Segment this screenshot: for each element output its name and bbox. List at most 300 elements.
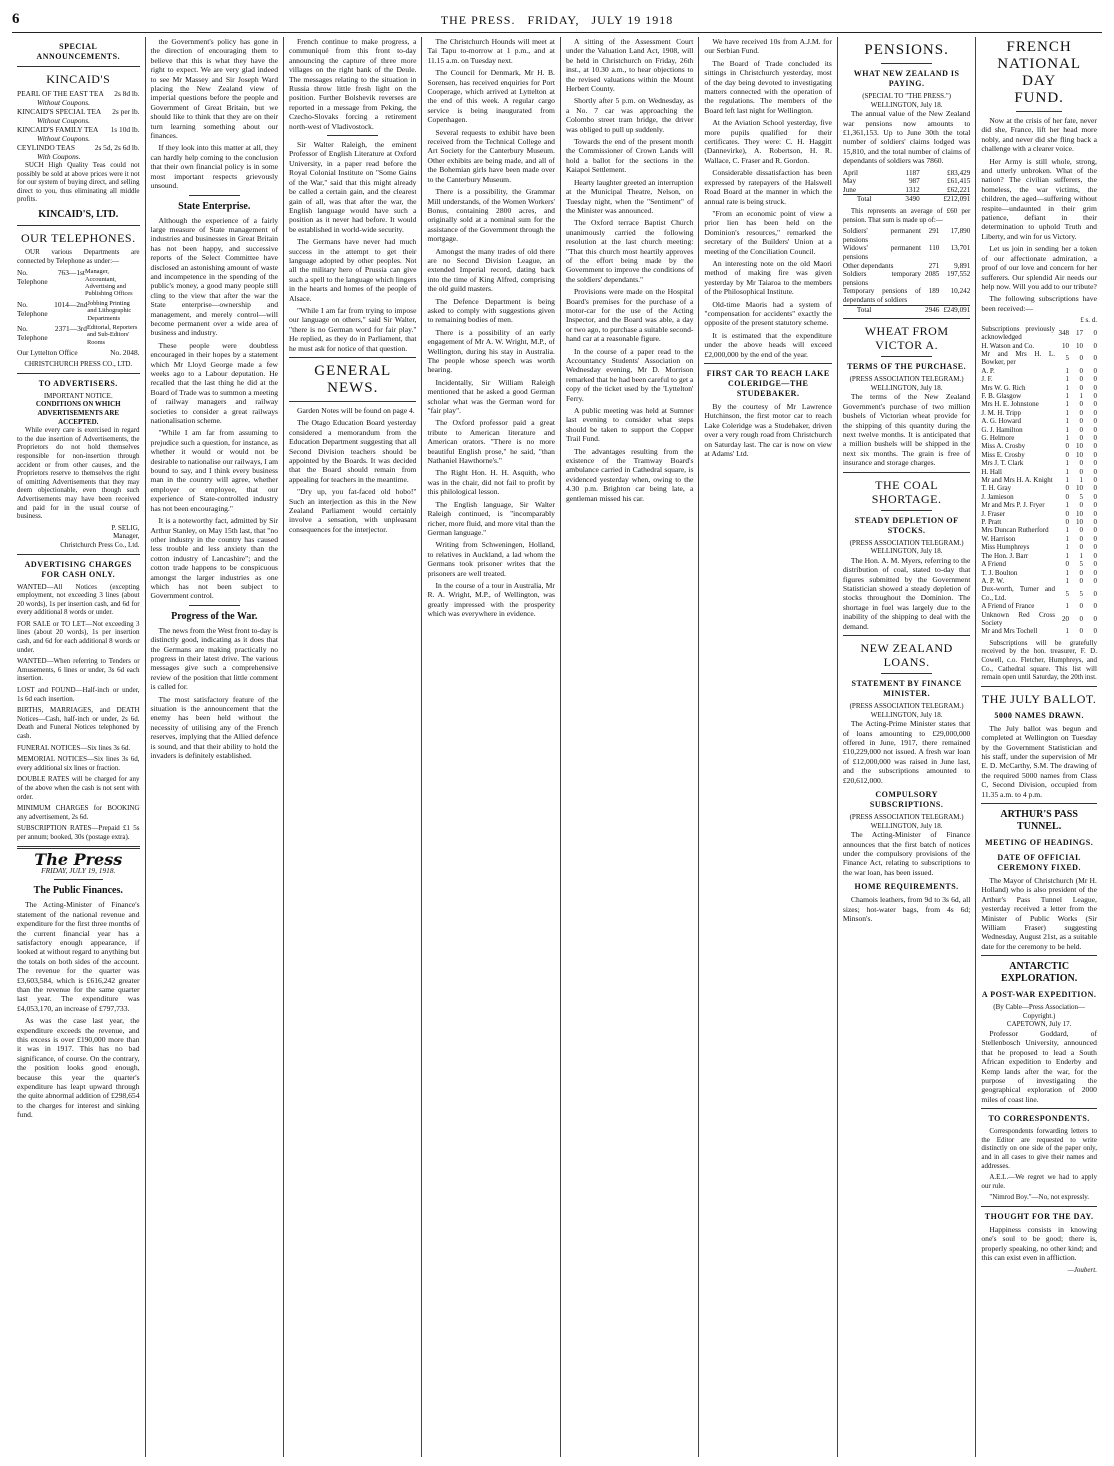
amount-pounds: 1: [1065, 467, 1069, 476]
column-1: [12, 37, 146, 1457]
amount-shillings: 0: [1079, 375, 1083, 384]
telephones-heading: OUR TELEPHONES.: [20, 230, 136, 245]
pensions-heading: PENSIONS.: [864, 42, 949, 58]
amount-pence: 0: [1093, 543, 1097, 552]
subscriber-name: T. H. Gray: [981, 484, 1012, 493]
general-paragraph: Garden Notes will be found on page 4.: [297, 406, 415, 415]
amount-pounds: 5: [1065, 589, 1069, 598]
news-paragraph: The Oxford professor paid a great tribute to American literature and American orators. "There is no more beautiful English prose," he said, "than Nathaniel Hawthorne's.": [427, 418, 555, 466]
subscription-row: [981, 434, 1097, 442]
telephone-department: Manager, Accountant, Advertising and Publishing Offices: [84, 268, 133, 298]
first-car-text: By the courtesy of Mr Lawrence Hutchinson, the first motor car to reach Lake Coleridge was a Studebaker, driven over a very rough road from Christchurch on Saturday last. The car is now on view at Adams' Ltd.: [704, 402, 832, 459]
news-paragraph: In the course of a tour in Australia, Mr R. A. Wright, M.P., of Wellington, was greatly impressed with the prosperity which was everywhere in evidence.: [427, 580, 555, 619]
progress-paragraph: The most satisfactory feature of the situation is the announcement that the enemy has been held without the necessity of utilising any of the French reserves, implying that the Allied defence is sound, and that their ability to hold the invaders is definitely established.: [150, 694, 278, 761]
news-paragraph: The English language, Sir Walter Raleigh continued, is "incomparably richer, more fluid, and more vital than the German language.": [427, 499, 555, 537]
columns: [12, 37, 1102, 1457]
amount-shillings: 0: [1079, 614, 1083, 623]
tunnel-subheading: MEETING OF HEADINGS.: [985, 837, 1094, 847]
tea-name: CEYLINDO TEAS: [17, 143, 75, 152]
news-paragraph: It is estimated that the expenditure under the above heads will exceed £2,000,000 by the end of the year.: [704, 330, 832, 359]
amount-pence: 0: [1093, 526, 1097, 535]
correspondents-note: A.E.L.—We regret we had to apply our rule.: [981, 1173, 1097, 1190]
advertising-rate: MEMORIAL NOTICES—Six lines 3s 6d, every additional six lines or fraction.: [17, 755, 140, 772]
state-paragraph: These people were doubtless encouraged in their hopes by a statement which Mr Lloyd George made a few weeks ago to a Labour deputation. He recalled that the last thing he did at the Board of Trade was to summon a meeting of railway managers and railway societies to consider a great railways nationalisation scheme.: [150, 340, 278, 426]
amount-shillings: 0: [1079, 576, 1083, 585]
wheat-text: The terms of the New Zealand Government's purchase of two million bushels of Victorian wheat provide for the shipping of this quantity during the next twelve months. It is anticipated that a million bushels will be shipped in the next six months. The grain is free of insurance and storage charges.: [842, 392, 971, 468]
news-paragraph: A public meeting was held at Sumner last evening to consider what steps should be taken to support the Copper Trail Fund.: [565, 406, 694, 444]
amount-pounds: 1: [1065, 459, 1069, 468]
amount-pounds: 0: [1065, 442, 1069, 451]
news-paragraph: An interesting note on the old Maori method of making fire was given yesterday by Mr Taiaroa to the members of the Philosophical Institute.: [704, 258, 832, 297]
pension-count: 1312: [905, 185, 920, 194]
amount-pence: 0: [1093, 375, 1097, 384]
subscriber-name: J. Jamieson: [981, 492, 1014, 501]
amount-shillings: 5: [1079, 492, 1083, 501]
amount-pounds: 0: [1065, 509, 1069, 518]
wheat-subheading: TERMS OF THE PURCHASE.: [847, 362, 967, 372]
tea-name: KINCAID'S FAMILY TEA: [17, 125, 99, 134]
subscription-row: [981, 400, 1097, 408]
tea-price-row: [17, 116, 140, 125]
amount-pence: 0: [1093, 417, 1097, 426]
amount-shillings: 17: [1075, 328, 1083, 337]
pension-label: May: [842, 177, 857, 186]
tea-price-row: [17, 143, 140, 152]
loans-press: (PRESS ASSOCIATION TELEGRAM.): [849, 702, 964, 710]
pension-label: Soldiers temporary pensions: [842, 270, 922, 287]
subscription-row: [981, 417, 1097, 425]
pension-count: 110: [928, 244, 940, 253]
amount-shillings: 0: [1079, 383, 1083, 392]
amount-shillings: 0: [1079, 434, 1083, 442]
amount-shillings: 0: [1079, 400, 1083, 409]
correspondents-text: Correspondents forwarding letters to the Editor are requested to write distinctly on one side of the paper only, and in all cases to give their names and addresses.: [981, 1127, 1097, 1170]
pension-label: Soldiers' permanent pensions: [842, 227, 922, 244]
advertising-rate: WANTED—When referring to Tenders or Amusements, 6 lines or under, 3s 6d each insertion.: [17, 657, 140, 683]
amount-pounds: 1: [1065, 434, 1069, 442]
antarctic-heading: ANTARCTIC EXPLORATION.: [1001, 961, 1078, 985]
amount-pence: 0: [1093, 467, 1097, 476]
amount-pounds: 1: [1065, 534, 1069, 543]
subscriber-name: G. J. Hamilton: [981, 425, 1023, 434]
pensions-press: (SPECIAL TO "THE PRESS."): [862, 92, 952, 100]
amount-pounds: 1: [1065, 391, 1069, 400]
pension-count: 3490: [905, 195, 920, 204]
subscription-row: [981, 459, 1097, 467]
amount-shillings: 0: [1079, 408, 1083, 417]
subscriber-name: W. Harrison: [981, 534, 1016, 543]
masthead-date: JULY 19 1918: [591, 13, 674, 27]
pensions-dateline: WELLINGTON, July 18.: [870, 100, 943, 109]
col4-news: [427, 37, 554, 619]
antarctic-press: (By Cable—Press Association—Copyright.): [993, 1003, 1086, 1020]
col5-news: [566, 37, 693, 503]
amount-shillings: 1: [1079, 391, 1083, 400]
subscriptions-table: [981, 325, 1097, 636]
pension-count: 2085: [925, 270, 940, 279]
lyttelton-office: Our Lyttelton Office No. 2048.: [17, 348, 140, 358]
paper-name: THE PRESS.: [440, 13, 516, 27]
amount-shillings: 0: [1079, 417, 1083, 426]
leader-date: FRIDAY, JULY 19, 1918.: [41, 865, 116, 875]
amount-pounds: 1: [1065, 408, 1069, 417]
state-enterprise-heading: State Enterprise.: [178, 200, 251, 212]
fund-paragraph: Let us join in sending her a token of our affectionate admiration, a proof of our love and concern for her sufferers. Our splendid Air needs our help now. Will you add to our tribute?: [981, 244, 1097, 291]
fund-paragraph: Now at the crisis of her fate, never did she, France, lift her head more nobly, and never did she fling back a challenge with a clearer voice.: [981, 116, 1097, 154]
raleigh-paragraph: "While I am far from trying to impose our language on others," said Sir Walter, "there is no German word for fair play." He replied, as they do in Parliament, that he must ask for notice of that question.: [289, 305, 417, 353]
pension-count: 987: [908, 177, 920, 186]
amount-pounds: 1: [1065, 476, 1069, 485]
subscriber-name: F. B. Glasgow: [981, 391, 1022, 400]
amount-shillings: 10: [1075, 484, 1083, 493]
amount-pence: 0: [1093, 434, 1097, 442]
subscriber-name: Subscriptions previously acknowledged: [981, 324, 1055, 342]
amount-pounds: 348: [1058, 328, 1069, 337]
conditions-text: While every care is exercised in regard to the due insertion of Advertisements, the Proprietors do not hold themselves responsible for non-insertion through accident or from other causes, and the Proprietors reserve to themselves the right of omitting Advertisements that they may deem objectionable, even though such Advertisements may have been received and paid for in the usual course of business.: [17, 426, 140, 521]
july-ballot-heading: THE JULY BALLOT.: [981, 691, 1097, 706]
leader-paragraph-2: As was the case last year, the expenditure exceeds the revenue, and this excess is over £190,000 more than it was in 1917. This has no bad significance, of course. On the contrary, the position looks good enough, because this year the quarter's expenditure has leapt upward through the quite abnormal addition of £298,654 to the charges for interest and sinking fund.: [17, 1016, 140, 1120]
amount-pence: 0: [1093, 534, 1097, 543]
news-paragraph: Considerable dissatisfaction has been expressed by ratepayers of the Halswell Road Board at the manner in which the annual rate is being struck.: [704, 168, 832, 206]
pension-row: [843, 195, 970, 204]
news-paragraph: A sitting of the Assessment Court under the Valuation Land Act, 1908, will be held in Christchurch on Friday, 26th inst., at 10.30 a.m., to hear objections to the revised valuations within the Mount Herbert County.: [565, 37, 694, 94]
pension-row: [843, 244, 970, 261]
news-paragraph: There is a possibility, the Grammar Mill understands, of the Women Workers' Bonus, containing 2800 acres, and originally sold at a nominal sum for the assistance of the Government through the mortgage.: [427, 187, 555, 244]
loans-subheading: STATEMENT BY FINANCE MINISTER.: [851, 679, 962, 698]
pension-label: April: [842, 168, 859, 177]
pension-row: [843, 186, 970, 195]
tunnel-heading: ARTHUR'S PASS TUNNEL.: [1000, 808, 1078, 832]
wheat-dateline: WELLINGTON, July 18.: [870, 383, 943, 392]
column-2: [146, 37, 284, 1457]
amount-shillings: 1: [1079, 476, 1083, 485]
pension-row: [843, 177, 970, 186]
subscription-row: [981, 392, 1097, 400]
coal-text: The Hon. A. M. Myers, referring to the distribution of coal, stated to-day that figures submitted by the Government Statistician showed a steady depletion of stocks throughout the Dominion. The shortage in fuel was largely due to the inability of the shipping to deal with the demand.: [842, 555, 971, 631]
pension-count: 2946: [925, 305, 940, 314]
amount-shillings: 10: [1075, 509, 1083, 518]
amount-shillings: 10: [1075, 518, 1083, 527]
tea-name: With Coupons.: [37, 152, 81, 161]
pension-value: £83,429: [946, 168, 971, 177]
news-paragraph: "From an economic point of view a prior lien has been held on the Dominion's resources," remarked the secretary of the Builders' Union at a meeting of the Conciliation Council.: [704, 208, 832, 256]
public-finances-heading: The Public Finances.: [33, 885, 123, 897]
subscription-row: [981, 409, 1097, 417]
amount-pence: 0: [1093, 576, 1097, 585]
fund-paragraph: Her Army is still whole, strong, and utterly unbroken. What of the nation? The civilian sufferers, the homeless, the war victims, the children, the aged—suffering without respite—undaunted in their grim patience, defiant in their determination to uphold Truth and Liberty, and win for us Victory.: [981, 156, 1097, 241]
amount-shillings: 5: [1079, 589, 1083, 598]
pension-label: Widows' permanent pensions: [842, 244, 922, 261]
first-car-heading: FIRST CAR TO REACH LAKE COLERIDGE—THE STUDEBAKER.: [706, 369, 830, 398]
subscriber-name: A. P. W.: [981, 576, 1005, 585]
subscription-row: [981, 585, 1097, 602]
pension-row: [843, 305, 970, 314]
amount-pence: 0: [1093, 627, 1097, 636]
column-4: [422, 37, 560, 1457]
subscription-row: [981, 526, 1097, 534]
the-press-logo: The Press: [34, 849, 123, 869]
col2-paragraph: If they look into this matter at all, they can hardly help coming to the conclusion that their own financial policy is in some most important respects grievously unsound.: [150, 143, 278, 191]
subscription-row: [981, 468, 1097, 476]
july-ballot-subheading: 5000 NAMES DRAWN.: [994, 710, 1084, 720]
home-requirements-text: Chamois leathers, from 9d to 3s 6d, all sizes; hot-water bags, from 4s 6d; Minson's.: [842, 895, 971, 924]
antarctic-dateline: CAPETOWN, July 17.: [1006, 1020, 1072, 1029]
news-paragraph: The advantages resulting from the existence of the Tramway Board's ambulance carried in Cathedral square, is evidenced yesterday when, owing to the 4.30 p.m. Brighton car being late, a gentleman missed his car.: [565, 446, 694, 503]
amount-pounds: 1: [1065, 383, 1069, 392]
advertising-rate: FUNERAL NOTICES—Six lines 3s 6d.: [17, 743, 131, 752]
subscription-row: [981, 493, 1097, 501]
antarctic-text: Professor Goddard, of Stellenbosch University, announced that he proposed to lead a South African expedition to Enderby and Kemp lands after the war, for the purpose of investigating the geographical exploration of 2000 miles of coast line.: [981, 1029, 1097, 1104]
tea-price: 2s per lb.: [112, 107, 140, 116]
tea-name: KINCAID'S SPECIAL TEA: [17, 107, 102, 116]
subscription-row: [981, 627, 1097, 635]
amount-shillings: 10: [1075, 341, 1083, 350]
subscriber-name: A. G. Howard: [981, 417, 1022, 426]
raleigh-paragraph: The Germans have never had much success in the attempt to get their language adopted by other peoples. Not all the military hero of Prussia can give such a spell to the language which lingers in the hearts and homes of the people of Alsace.: [289, 237, 417, 303]
correspondents-heading: TO CORRESPONDENTS.: [988, 1114, 1090, 1124]
amount-pence: 0: [1093, 400, 1097, 409]
state-paragraph: "While I am far from assuming to prejudice such a question, for instance, as whether it would or would not be desirable to nationalise our railways, I am bound to say, and I think every business man in the country will agree, whether employer or employee, that our experience of State-controlled industry has not been encouraging.": [150, 428, 278, 513]
pension-label: Total: [856, 195, 872, 204]
pensions-text: The annual value of the New Zealand war pensions now amounts to £1,361,153. Up to June 30th the total number of soldiers' claims lodged was 15,810, and the total number of claims of dependants of soldiers was 7860.: [842, 109, 971, 166]
amount-shillings: 10: [1075, 442, 1083, 451]
telephone-list: [17, 268, 140, 346]
news-paragraph: The Defence Department is being asked to comply with suggestions given to remaining bodies of men.: [427, 296, 555, 325]
subscription-row: [981, 367, 1097, 375]
pensions-subheading: WHAT NEW ZEALAND IS PAYING.: [853, 69, 960, 88]
col3-paragraph: French continue to make progress, a communiqué from this front to-day announcing the capture of three more villages on the right bank of the Deule. The messages relating to the situation in Russia throw little fresh light on the position. Further Bolshevik reverses are reported in a message from Peking, the Czecho-Slovaks forcing a retirement north-west of Vladivostock.: [289, 37, 417, 131]
kincaid-ltd: KINCAID'S, LTD.: [38, 208, 119, 220]
masthead: [12, 10, 1102, 33]
subscriber-name: Miss Humphreys: [981, 543, 1030, 552]
subscription-row: [981, 426, 1097, 434]
amount-pounds: 1: [1065, 526, 1069, 535]
progress-paragraph: The news from the West front to-day is distinctly good, indicating as it does that the Germans are making practically no progress in their latest drive. The various messages give such a comprehensive review of the position that little comment is called for.: [150, 625, 278, 692]
amount-pence: 0: [1093, 509, 1097, 518]
col6-news: [704, 37, 831, 359]
subscription-row: [981, 543, 1097, 551]
tea-price-row: [17, 125, 140, 134]
column-6: [699, 37, 837, 1457]
subscriber-name: Dux-worth, Turner and Co., Ltd.: [981, 585, 1055, 602]
news-paragraph: We have received 10s from A.J.M. for our Serbian Fund.: [704, 37, 832, 56]
conditions-heading: CONDITIONS ON WHICH ADVERTISEMENTS ARE ACCEPTED.: [35, 400, 121, 426]
subscription-row: [981, 384, 1097, 392]
news-paragraph: Hearty laughter greeted an interruption at the Municipal Theatre, Nelson, on Tuesday night, when the "Sentiment" of the Minister was announced.: [565, 177, 694, 215]
tea-name: PEARL OF THE EAST TEA: [17, 89, 104, 98]
compulsory-dateline: WELLINGTON, July 18.: [870, 821, 943, 830]
manager-signature: P. SELIG,: [111, 523, 140, 532]
advertising-rate: WANTED—All Notices (excepting employment, not exceeding 3 lines (about 20 words), 1s per insertion cash, and 6d for every additional 8 words or under.: [17, 582, 140, 617]
tea-price: 1s 10d lb.: [110, 125, 140, 134]
advertising-rate: FOR SALE or TO LET—Not exceeding 3 lines (about 20 words), 1s per insertion cash, and 6d for each additional 8 words or under.: [17, 619, 140, 654]
amount-pence: 0: [1093, 354, 1097, 363]
fund-heading-line2: NATIONAL DAY: [997, 56, 1082, 89]
coal-press: (PRESS ASSOCIATION TELEGRAM.): [849, 538, 964, 547]
amount-pounds: 1: [1065, 400, 1069, 409]
wheat-press: (PRESS ASSOCIATION TELEGRAM.): [849, 375, 964, 384]
subscriber-name: A Friend: [981, 560, 1007, 569]
advertising-rate: BIRTHS, MARRIAGES, and DEATH Notices—Cash, half-inch or under, 2s 6d. Death and Funeral Notices telephoned by cash.: [17, 706, 140, 740]
subscription-row: [981, 501, 1097, 509]
news-paragraph: The Christchurch Hounds will meet at Tai Tapu to-morrow at 1 p.m., and at 11.15 a.m. on Tuesday next.: [427, 37, 555, 65]
subscription-row: [981, 577, 1097, 585]
amount-pounds: 1: [1065, 366, 1069, 375]
column-3: [284, 37, 422, 1457]
amount-pence: 0: [1093, 568, 1097, 577]
compulsory-heading: COMPULSORY SUBSCRIPTIONS.: [869, 790, 944, 810]
amount-shillings: 0: [1079, 543, 1083, 552]
news-paragraph: Towards the end of the present month the Commissioner of Crown Lands will hold a ballot for the sections in the Kaiapoi Settlement.: [565, 137, 694, 175]
important-notice: IMPORTANT NOTICE.: [43, 391, 113, 400]
subscriber-name: Mr and Mrs Tochell: [981, 627, 1038, 636]
general-news-heading: GENERAL NEWS.: [314, 363, 392, 396]
subscription-row: [981, 342, 1097, 350]
amount-shillings: 0: [1079, 534, 1083, 543]
subscriptions-note: Subscriptions will be gratefully received by the hon. treasurer, F. D. Cowell, c.o. Fletcher, Humphreys, and Co., Cathedral square. This list will remain open until Saturday, the 20th inst.: [981, 638, 1097, 682]
to-advertisers: TO ADVERTISERS.: [38, 378, 118, 388]
subscriptions-intro: The following subscriptions have been received:—: [981, 294, 1097, 313]
masthead-day: FRIDAY,: [527, 13, 580, 27]
advertising-rate: LOST and FOUND—Half-inch or under, 1s 6d each insertion.: [17, 686, 140, 703]
loans-dateline: WELLINGTON, July 18.: [870, 710, 943, 719]
subscription-row: [981, 535, 1097, 543]
amount-pounds: 1: [1065, 417, 1069, 426]
amount-pounds: 1: [1065, 568, 1069, 577]
amount-shillings: 10: [1075, 450, 1083, 459]
subscription-row: [981, 350, 1097, 367]
state-paragraph: It is a noteworthy fact, admitted by Sir Arthur Stanley, on May 15th last, that "no other industry in the country has caused less trouble and less anxiety than the cotton industry of Lancashire"; and the cotton trade happens to be conspicuous amongst the larger industries as one which has not been subject to Government control.: [150, 516, 278, 601]
news-paragraph: The Right Hon. H. H. Asquith, who was in the chair, did not fail to profit by this philological lesson.: [427, 468, 555, 497]
amount-pence: 0: [1093, 492, 1097, 501]
amount-pounds: 5: [1065, 354, 1069, 363]
pension-row: [843, 169, 970, 178]
pension-value: £212,091: [943, 195, 971, 204]
subscription-row: [981, 569, 1097, 577]
subscriber-name: G. Helmore: [981, 434, 1015, 442]
raleigh-paragraph: Sir Walter Raleigh, the eminent Professor of English Literature at Oxford University, in a paper read before the Royal Colonial Institute on "Some Gains of the War," said that this might already be called a certain gain, and the clearest gain of all, was that after the war, the English language would have such a position as it never had before. It would be established in world-wide security.: [289, 140, 417, 234]
news-paragraph: The Oxford terrace Baptist Church unanimously carried the following resolution at the last church meeting: "That this church most heartily approves of the effort being made by the Government to improve the conditions of the soldiers' dependants.": [565, 218, 694, 284]
column-7: [838, 37, 976, 1457]
progress-of-war-heading: Progress of the War.: [171, 610, 258, 622]
tea-name: Without Coupons.: [37, 134, 90, 143]
telephone-row: [17, 268, 140, 298]
subscriber-name: Unknown Red Cross Society: [981, 610, 1055, 627]
loans-text: The Acting-Prime Minister states that of loans amounting to £29,000,000 offered in June, 1917, there remained £10,229,000 not issued. A fresh war loan of £12,000,000 was raised in June last, and the subscriptions amounted to £20,612,000.: [842, 719, 971, 785]
special-announcements-heading: SPECIAL ANNOUNCEMENTS.: [36, 42, 121, 61]
subscriber-name: Mr and Mrs H. A. Knight: [981, 476, 1053, 485]
amount-pence: 0: [1093, 450, 1097, 459]
fund-heading-line1: FRENCH: [1006, 39, 1072, 55]
subscriber-name: A Friend of France: [981, 602, 1035, 611]
pensions-table2-intro: This represents an average of £60 per pension. That sum is made up of:—: [842, 207, 971, 224]
amount-pounds: 1: [1065, 602, 1069, 611]
kincaid-heading: KINCAID'S: [46, 72, 111, 86]
subscriber-name: Mrs H. E. Johnstone: [981, 400, 1039, 409]
pension-label: June: [842, 185, 857, 194]
subscriber-name: Mr and Mrs P. J. Fryer: [981, 501, 1045, 510]
amount-shillings: 0: [1079, 467, 1083, 476]
tea-price-row: [17, 107, 140, 116]
amount-pence: 0: [1093, 602, 1097, 611]
state-paragraph: Although the experience of a fairly large measure of State management of industries and businesses in Great Britain has not been happy, and successive reports of the Select Committee have disclosed an astonishing amount of waste and incompetence in the spending of the public's money, a good many people still cling to the view that after the war the State enterprise—ownership and management, and merely control—will become permanent over a wide area of business and industry.: [150, 215, 278, 338]
amount-pence: 0: [1093, 459, 1097, 468]
amount-pounds: 1: [1065, 551, 1069, 560]
amount-pence: 0: [1093, 442, 1097, 451]
amount-pounds: 20: [1061, 614, 1069, 623]
news-paragraph: The Council for Denmark, Mr H. B. Sorensen, has received enquiries for Port Cooperage, which arrived at Lyttelton at the end of this week. A regular cargo service is being inaugurated from Copenhagen.: [427, 68, 555, 125]
correspondents-note: "Nimrod Boy."—No, not expressly.: [989, 1193, 1090, 1202]
page-number: 6: [12, 11, 20, 27]
amount-shillings: 0: [1079, 459, 1083, 468]
thought-heading: THOUGHT FOR THE DAY.: [984, 1212, 1094, 1221]
antarctic-subheading: A POST-WAR EXPEDITION.: [981, 990, 1097, 1000]
news-paragraph: Writing from Schweningen, Holland, to relatives in Auckland, a lad whom the Germans took prisoner writes that the prisoners are well treated.: [427, 540, 555, 578]
fund-heading-line3: FUND.: [1014, 90, 1064, 106]
coal-dateline: WELLINGTON, July 18.: [870, 547, 943, 556]
amount-pence: 0: [1093, 484, 1097, 493]
amount-shillings: 0: [1079, 425, 1083, 434]
subscriber-name: Miss A. Crosby: [981, 442, 1026, 451]
telephones-intro: OUR various Departments are connected by Telephone as under:—: [17, 247, 140, 265]
news-paragraph: Amongst the many trades of old there are no Second Division League, an extended Imperial record, dating back into the time of King Alfred, comprising the old guild masters.: [427, 246, 555, 294]
advertising-rate: SUBSCRIPTION RATES—Prepaid £1 5s per annum; booked, 30s (postage extra).: [17, 824, 140, 841]
loans-heading: NEW ZEALAND LOANS.: [860, 641, 953, 669]
subscription-row: [981, 518, 1097, 526]
amount-shillings: 0: [1079, 354, 1083, 363]
pension-row: [843, 287, 970, 305]
amount-pence: 0: [1093, 341, 1097, 350]
subscriber-name: J. F.: [981, 375, 993, 384]
amount-pounds: 0: [1065, 450, 1069, 459]
subscription-row: [981, 451, 1097, 459]
news-paragraph: Shortly after 5 p.m. on Wednesday, as a No. 7 car was approaching the Colombo street tram bridge, the driver was obliged to pull up suddenly.: [565, 96, 694, 134]
amount-pence: 0: [1093, 366, 1097, 375]
manager-role: Manager,: [113, 532, 140, 541]
subscriber-name: The Hon. J. Barr: [981, 551, 1029, 560]
tea-price: 2s 8d lb.: [114, 89, 140, 98]
pension-count: 271: [928, 261, 940, 270]
july-ballot-text: The July ballot was begun and completed at Wellington on Tuesday by the Government Statistician and his staff, under the supervision of Mr E. D. McCarthy, S.M. The drawing of the required 5000 names from Class C, Second Division, occupied from 11.35 a.m. to 4 p.m.: [981, 723, 1097, 799]
col2-paragraph: the Government's policy has gone in the direction of encouraging them to believe that this is what they have the right to expect. We are very glad indeed to see Mr Massey and Sir Joseph Ward placing the New Zealand view of imperial questions before the people and Government of Great Britain, but we should like to think that they are on their turn learning something about our finances.: [150, 37, 278, 141]
subscriber-name: Mr and Mrs H. L. Bowker, per: [981, 349, 1055, 367]
telephone-number: No. 2371—3rd Telephone: [17, 324, 87, 342]
amount-pence: 0: [1093, 408, 1097, 417]
pension-value: 10,242: [950, 287, 971, 296]
amount-pence: 0: [1093, 614, 1097, 623]
advertising-rate: DOUBLE RATES will be charged for any of the above when the cash is not sent with order.: [17, 775, 140, 801]
amount-pence: 0: [1093, 328, 1097, 337]
subscription-row: [981, 476, 1097, 484]
amount-shillings: 0: [1079, 366, 1083, 375]
telephone-row: [17, 300, 140, 322]
pension-count: 189: [928, 287, 940, 296]
amount-pence: 0: [1093, 391, 1097, 400]
subscriber-name: Mrs J. T. Clark: [981, 459, 1024, 468]
news-paragraph: There is a possibility of an early engagement of Mr A. W. Wright, M.P., of Wellington, during his stay in Australia. The people whose speech was worth hearing.: [427, 327, 555, 375]
amount-shillings: 0: [1079, 568, 1083, 577]
subscriber-name: H. Hall: [981, 467, 1002, 476]
news-paragraph: The Board of Trade concluded its sittings in Christchurch yesterday, most of the day being devoted to investigating matters connected with the operation of the regulations. The members of the Board left last night for Wellington.: [704, 58, 832, 115]
column-5: [561, 37, 699, 1457]
amount-pounds: 0: [1065, 560, 1069, 569]
thought-text: Happiness consists in knowing one's soul to be good; there is, properly speaking, no other kind; and this can exist even in affliction.: [981, 1225, 1097, 1263]
tunnel-subheading-2: DATE OF OFFICIAL CEREMONY FIXED.: [997, 852, 1081, 872]
tea-price-row: [17, 134, 140, 143]
pension-value: £249,091: [943, 305, 971, 314]
telephone-department: Jobbing Printing and Lithographic Departments: [87, 299, 132, 322]
pension-count: 291: [928, 227, 940, 236]
